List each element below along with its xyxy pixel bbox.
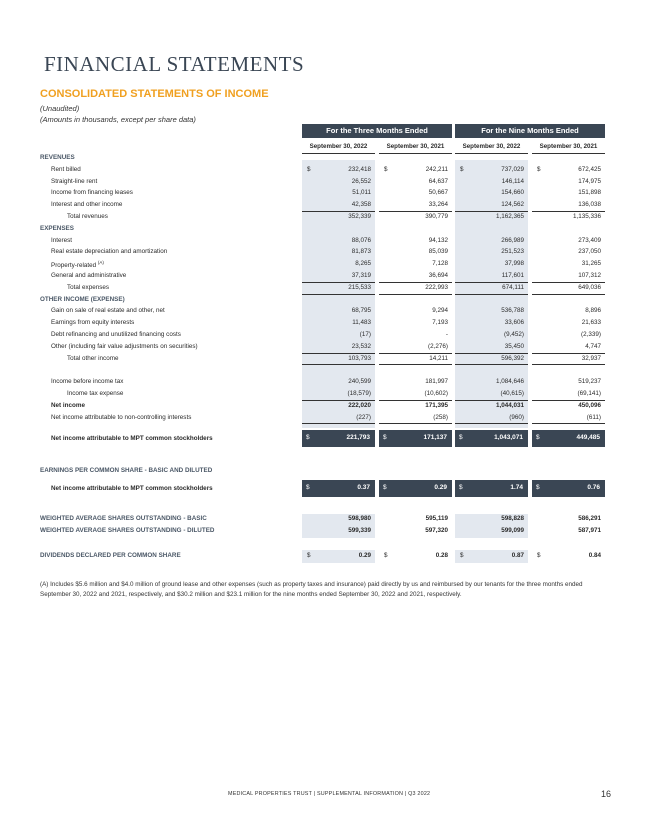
value-cell: 94,132	[428, 236, 448, 244]
dollar-sign: $	[384, 552, 388, 559]
col-header-9m-2022: September 30, 2022	[455, 143, 528, 154]
value-cell: 737,029	[501, 165, 524, 173]
value-cell: 649,036	[578, 283, 601, 291]
value-cell: 273,409	[578, 236, 601, 244]
row-label: Total revenues	[67, 213, 108, 220]
dollar-sign: $	[460, 165, 464, 173]
table-row	[0, 389, 649, 400]
row-label: Gain on sale of real estate and other, net	[51, 307, 165, 315]
value-cell: 1,084,646	[495, 378, 524, 386]
eps-cell	[455, 480, 528, 497]
table-row	[0, 259, 649, 270]
value-cell: 519,237	[578, 378, 601, 386]
value-cell: (17)	[359, 331, 371, 338]
value-cell: (10,602)	[424, 390, 448, 397]
value-cell: 674,111	[502, 283, 524, 291]
value-cell: 1,044,031	[495, 401, 524, 409]
col-header-9m-2021: September 30, 2021	[532, 143, 605, 154]
table-row	[0, 377, 649, 388]
value-cell: 0.87	[511, 552, 524, 559]
col-header-3m-2022: September 30, 2022	[302, 143, 375, 154]
value-cell: 103,793	[348, 354, 371, 362]
value-cell: 599,339	[348, 527, 371, 534]
dollar-sign: $	[460, 552, 464, 559]
subtotal-rule	[455, 423, 528, 424]
table-row	[0, 283, 649, 294]
table-row	[0, 330, 649, 341]
row-label: Straight-line rent	[51, 177, 98, 185]
row-label: Real estate depreciation and amortization	[51, 248, 168, 256]
value-cell: 50,667	[428, 189, 448, 197]
net-income-mpt-cell	[302, 430, 375, 447]
value-cell: 598,980	[348, 515, 371, 522]
table-row	[0, 365, 649, 376]
value-cell: 81,873	[351, 248, 371, 256]
net-income-mpt-cell	[455, 430, 528, 447]
value-cell: 597,320	[425, 527, 448, 534]
value-cell: 598,828	[501, 515, 524, 522]
value-cell: -	[445, 331, 448, 338]
value-cell: 8,896	[585, 307, 601, 315]
value-cell: 64,637	[428, 177, 448, 185]
dollar-sign: $	[459, 484, 463, 491]
value-cell: 181,997	[425, 378, 448, 386]
value-cell: 151,898	[578, 189, 601, 197]
subtotal-rule	[379, 423, 452, 424]
value-cell: 117,601	[501, 272, 524, 279]
row-label: Income before income tax	[51, 378, 124, 386]
row-label: Total other income	[67, 354, 119, 362]
nine-months-header: For the Nine Months Ended	[455, 124, 605, 138]
page-title: FINANCIAL STATEMENTS	[44, 52, 305, 76]
value-cell: 599,099	[501, 527, 524, 534]
value-cell: 221,793	[346, 434, 370, 441]
value-cell: 4,747	[585, 342, 601, 350]
table-row	[0, 212, 649, 223]
value-cell: 31,265	[581, 260, 601, 268]
eps-section: EARNINGS PER COMMON SHARE - BASIC AND DILUTED	[40, 467, 213, 474]
table-row	[0, 236, 649, 247]
value-cell: 32,937	[581, 354, 601, 362]
value-cell: 450,096	[578, 401, 601, 409]
value-cell: 586,291	[578, 515, 601, 522]
value-cell: 222,993	[425, 283, 448, 291]
value-cell: (40,615)	[500, 390, 524, 397]
value-cell: 14,211	[429, 354, 448, 362]
table-row	[0, 188, 649, 199]
value-cell: 1.74	[510, 484, 523, 491]
value-cell: 215,533	[348, 283, 371, 291]
net-income-mpt-cell	[379, 430, 452, 447]
table-row	[0, 200, 649, 211]
value-cell: 1,162,365	[495, 213, 524, 220]
value-cell: 171,137	[423, 434, 447, 441]
value-cell: 26,552	[351, 177, 371, 185]
value-cell: 0.29	[358, 552, 371, 559]
unaudited-note: (Unaudited)	[40, 104, 80, 113]
dollar-sign: $	[384, 165, 388, 173]
subtotal-rule	[532, 423, 605, 424]
value-cell: 449,485	[576, 434, 600, 441]
row-label: Debt refinancing and unutilized financing costs	[51, 331, 181, 338]
row-label: Net income attributable to non-controlling interests	[51, 413, 192, 421]
table-row	[0, 354, 649, 365]
value-cell: 237,050	[578, 248, 601, 256]
value-cell: 222,020	[348, 401, 371, 409]
value-cell: 9,294	[432, 307, 448, 315]
value-cell: 7,128	[432, 260, 448, 268]
value-cell: 536,788	[501, 307, 524, 315]
value-cell: 35,450	[504, 342, 524, 350]
footnote-a: (A) Includes $5.6 million and $4.0 million of ground lease and other expenses (such as property taxes and insurance) paid directly by us and reimbursed by our tenants for the three months ended September 30, 2022 and 2021, respectively, and $30.2 million and $23.1 million for the nine months ended September 30, 2022 and 2021, respectively.	[40, 581, 583, 598]
value-cell: 21,633	[581, 319, 601, 327]
value-cell: 251,523	[501, 248, 524, 256]
value-cell: 68,795	[351, 307, 371, 315]
footnote-marker: (A)	[97, 260, 104, 266]
value-cell: (9,452)	[504, 331, 524, 338]
value-cell: (258)	[433, 413, 448, 421]
value-cell: 7,193	[432, 319, 448, 327]
row-label: Income tax expense	[67, 390, 124, 397]
row-label: Total expenses	[67, 283, 110, 291]
value-cell: 88,076	[351, 236, 371, 244]
table-row	[0, 177, 649, 188]
dollar-sign: $	[536, 484, 540, 491]
dollar-sign: $	[536, 434, 540, 441]
value-cell: 242,211	[425, 165, 448, 173]
value-cell: (18,579)	[347, 390, 371, 397]
value-cell: (611)	[586, 413, 601, 421]
value-cell: 37,998	[504, 260, 524, 268]
row-label: Interest and other income	[51, 201, 123, 209]
subtotal-rule	[302, 423, 375, 424]
value-cell: (960)	[509, 413, 524, 421]
section-heading	[0, 153, 649, 164]
dollar-sign: $	[306, 484, 310, 491]
eps-cell	[532, 480, 605, 497]
row-label: Income from financing leases	[51, 189, 133, 197]
value-cell: 0.29	[434, 484, 447, 491]
value-cell: 36,694	[428, 272, 448, 279]
row-label: Other (including fair value adjustments on securities)	[51, 342, 198, 350]
row-label: Earnings from equity interests	[51, 319, 135, 327]
value-cell: 42,358	[351, 201, 371, 209]
page-footer: MEDICAL PROPERTIES TRUST | SUPPLEMENTAL INFORMATION | Q3 2022	[228, 791, 431, 797]
dollar-sign: $	[537, 165, 541, 173]
value-cell: 51,011	[352, 189, 371, 197]
value-cell: 266,989	[501, 236, 524, 244]
value-cell: 174,975	[578, 177, 601, 185]
value-cell: 0.84	[588, 552, 601, 559]
dollar-sign: $	[459, 434, 463, 441]
value-cell: 232,418	[348, 165, 371, 173]
net-income-mpt-cell	[532, 430, 605, 447]
value-cell: 146,114	[501, 177, 524, 185]
dollar-sign: $	[383, 484, 387, 491]
value-cell: 8,265	[355, 260, 371, 268]
value-cell: 11,483	[352, 319, 371, 327]
page-number: 16	[601, 789, 612, 799]
section-heading	[0, 295, 649, 306]
value-cell: 390,779	[425, 213, 448, 220]
row-label: General and administrative	[51, 272, 127, 279]
value-cell: 0.76	[587, 484, 600, 491]
three-months-header: For the Three Months Ended	[302, 124, 452, 138]
table-row	[0, 306, 649, 317]
value-cell: 596,392	[501, 354, 524, 362]
value-cell: 124,562	[501, 201, 524, 209]
value-cell: (227)	[356, 413, 371, 421]
value-cell: 240,599	[348, 378, 371, 386]
value-cell: 352,339	[348, 213, 371, 220]
table-row	[0, 247, 649, 258]
value-cell: 33,606	[504, 319, 524, 327]
value-cell: 587,971	[578, 527, 601, 534]
row-label: Net income	[51, 401, 85, 409]
row-label: OTHER INCOME (EXPENSE)	[40, 295, 125, 303]
row-label: Rent billed	[51, 165, 81, 173]
value-cell: 136,038	[578, 201, 601, 209]
value-cell: 0.37	[357, 484, 370, 491]
dollar-sign: $	[383, 434, 387, 441]
table-row	[0, 318, 649, 329]
dollar-sign: $	[307, 552, 311, 559]
dividends-label: DIVIDENDS DECLARED PER COMMON SHARE	[40, 552, 181, 559]
value-cell: 1,043,071	[494, 434, 523, 441]
value-cell: 85,039	[428, 248, 448, 256]
row-label: Property-related $^{(A)}$	[51, 260, 104, 270]
value-cell: 1,135,336	[572, 213, 601, 220]
value-cell: 672,425	[578, 165, 601, 173]
statement-title: CONSOLIDATED STATEMENTS OF INCOME	[40, 88, 269, 100]
weighted-shares-label: WEIGHTED AVERAGE SHARES OUTSTANDING - DILUTED	[40, 527, 215, 534]
value-cell: 154,660	[501, 189, 524, 197]
value-cell: 23,532	[351, 342, 371, 350]
value-cell: (2,339)	[581, 331, 601, 338]
table-row	[0, 271, 649, 282]
weighted-shares-label: WEIGHTED AVERAGE SHARES OUTSTANDING - BASIC	[40, 515, 207, 522]
value-cell: 595,119	[425, 515, 448, 522]
net-income-mpt-label: Net income attributable to MPT common stockholders	[51, 435, 213, 442]
value-cell: 37,319	[351, 272, 371, 279]
value-cell: (69,141)	[577, 390, 601, 397]
row-label: REVENUES	[40, 154, 75, 161]
row-label: EXPENSES	[40, 224, 74, 232]
eps-label: Net income attributable to MPT common stockholders	[51, 485, 213, 492]
dollar-sign: $	[307, 165, 311, 173]
dollar-sign: $	[306, 434, 310, 441]
dollar-sign: $	[537, 552, 541, 559]
value-cell: 107,312	[578, 272, 601, 279]
table-row	[0, 413, 649, 424]
amounts-note: (Amounts in thousands, except per share data)	[40, 115, 196, 124]
table-row	[0, 165, 649, 176]
row-label: Interest	[51, 236, 72, 244]
value-cell: (2,276)	[428, 342, 448, 350]
value-cell: 171,395	[425, 401, 448, 409]
value-cell: 33,264	[428, 201, 448, 209]
col-header-3m-2021: September 30, 2021	[379, 143, 452, 154]
eps-cell	[379, 480, 452, 497]
section-heading	[0, 224, 649, 235]
table-row	[0, 342, 649, 353]
value-cell: 0.28	[435, 552, 448, 559]
eps-cell	[302, 480, 375, 497]
table-row	[0, 401, 649, 412]
